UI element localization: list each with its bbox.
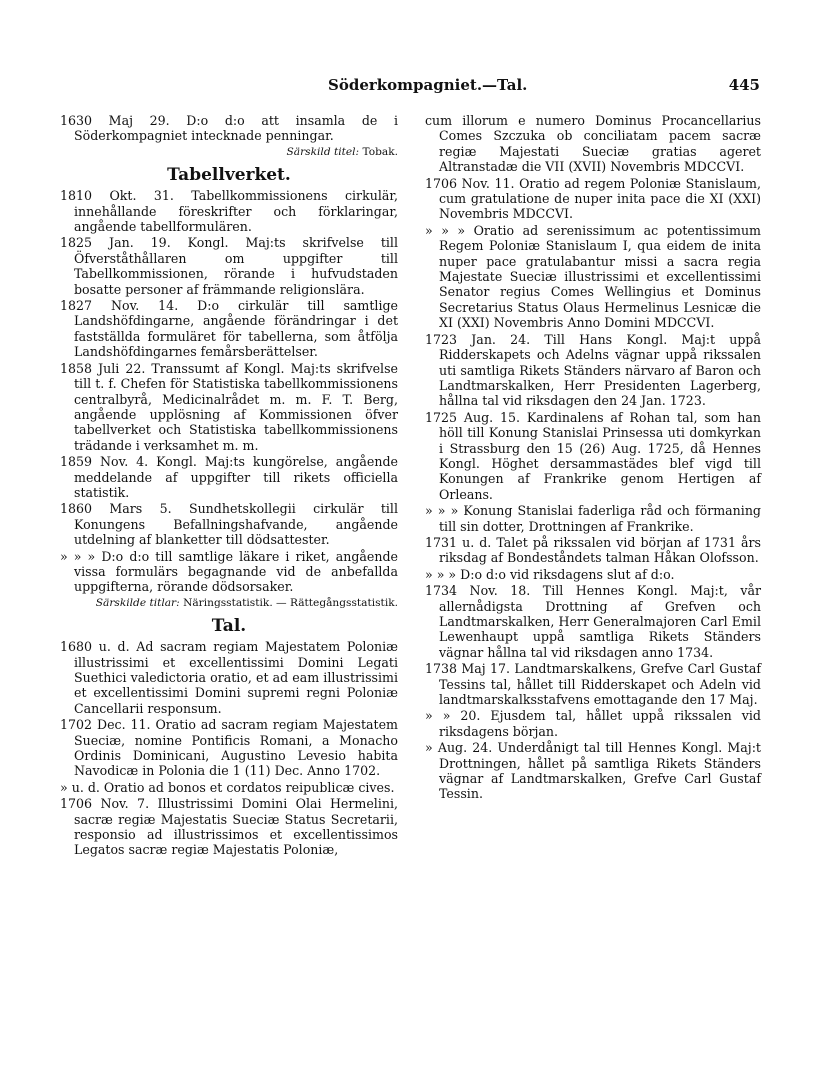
page-number: 445 — [728, 76, 760, 94]
list-item: 1706 Nov. 11. Oratio ad regem Poloniæ Stanislaum, cum gratulatione de nuper inita pace die XI (XXI) Novembris MDCCVI. — [425, 175, 761, 222]
entry-1630: 1630 Maj 29. D:o d:o att insamla de i Söderkompagniet intecknade penningar. — [60, 113, 398, 144]
special-title-note — [60, 145, 398, 160]
right-column — [425, 113, 761, 803]
list-item: 1734 Nov. 18. Till Hennes Kongl. Maj:t, vår allernådigsta Drottning af Grefven och Landtmarskalken, Herr Generalmajoren Carl Emil Lewenhaupt uppå samtliga Rikets Ständers vägnar hållna tal vid riksdagen anno 1734. — [425, 583, 761, 660]
note-text: Näringsstatistik. — Rättegångsstatistik. — [183, 596, 398, 609]
list-item: » Aug. 24. Underdånigt tal till Hennes Kongl. Maj:t Drottningen, hållet på samtliga Rikets Ständers vägnar af Landtmarskalken, Grefve Carl Gustaf Tessin. — [425, 740, 761, 802]
note-text: Tobak. — [362, 145, 398, 158]
special-titles-note — [60, 596, 398, 611]
list-item: 1860 Mars 5. Sundhetskollegii cirkulär till Konungens Befallningshafvande, angående utdelning af blanketter till dödsattester. — [60, 501, 398, 548]
list-item: cum illorum e numero Dominus Procancellarius Comes Szczuka ob conciliatam pacem sacræ regiæ Majestati Sueciæ gratias ageret Altranstadæ die VII (XVII) Novembris MDCCVI. — [425, 113, 761, 175]
list-item: 1827 Nov. 14. D:o cirkulär till samtlige Landshöfdingarne, angående förändringar i det fastställda formuläret för tabellerna, som åtfölja Landshöfdingarnes femårsberättelser. — [60, 298, 398, 360]
list-item: 1810 Okt. 31. Tabellkommissionens cirkulär, innehållande föreskrifter och förklaringar, angående tabellformulären. — [60, 188, 398, 235]
section-heading-tal: Tal. — [211, 616, 247, 637]
note-label: Särskild titel: — [286, 145, 360, 158]
list-item: » » » Oratio ad serenissimum ac potentissimum Regem Poloniæ Stanislaum I, qua eidem de inita nuper pace gratulabantur missi a sacra regia Majestate Sueciæ illustrissimi et excellentissimi Senator regius Comes Wellingius et Dominus Secretarius Status Olaus Hermelinus Lesnicæ die XI (XXI) Novembris Anno Domini MDCCVI. — [425, 222, 761, 331]
page-header — [60, 76, 760, 100]
list-item: » » 20. Ejusdem tal, hållet uppå rikssalen vid riksdagens början. — [425, 708, 761, 739]
list-item: » » » D:o d:o vid riksdagens slut af d:o. — [425, 566, 675, 582]
list-item: 1738 Maj 17. Landtmarskalkens, Grefve Carl Gustaf Tessins tal, hållet till Ridderskapet och Adeln vid landtmarskalksstafvens emottagande den 17 Maj. — [425, 661, 761, 708]
list-item: 1706 Nov. 7. Illustrissimi Domini Olai Hermelini, sacræ regiæ Majestatis Sueciæ Status Secretarii, responsio ad illustrissimos et excellentissimos Legatos sacræ regiæ Majestatis Poloniæ, — [60, 796, 398, 858]
note-label: Särskilde titlar: — [95, 596, 180, 609]
running-title: Söderkompagniet.—Tal. — [328, 76, 528, 94]
list-item: 1825 Jan. 19. Kongl. Maj:ts skrifvelse till Öfverståthållaren om uppgifter till Tabellkommissionen, rörande i hufvudstaden bosatte personer af främmande religionslära. — [60, 235, 398, 297]
list-item: 1680 u. d. Ad sacram regiam Majestatem Poloniæ illustrissimi et excellentissimi Domini Legati Suethici valedictoria oratio, et ad eam illustrissimi et excellentissimi Domini supremi regni Poloniæ Cancellarii responsum. — [60, 639, 398, 716]
list-item: 1725 Aug. 15. Kardinalens af Rohan tal, som han höll till Konung Stanislai Prinsessa uti domkyrkan i Strassburg den 15 (26) Aug. 1725, då Hennes Kongl. Höghet dersammastädes blef vigd till Konungen af Frankrike genom Hertigen af Orleans. — [425, 409, 761, 502]
list-item: » » » Konung Stanislai faderliga råd och förmaning till sin dotter, Drottningen af Frankrike. — [425, 503, 761, 534]
list-item: 1731 u. d. Talet på rikssalen vid början af 1731 års riksdag af Bondeståndets talman Håkan Olofsson. — [425, 534, 761, 566]
list-item: 1858 Juli 22. Transsumt af Kongl. Maj:ts skrifvelse till t. f. Chefen för Statistiska tabellkommissionens centralbyrå, Medicinalrådet m. m. F. T. Berg, angående upplösning af Kommissionen öfver tabellverket och Statistiska tabellkommissionens trädande i verksamhet m. m. — [60, 360, 398, 453]
list-item: » » » D:o d:o till samtlige läkare i riket, angående vissa formulärs begagnande vid de anbefallda uppgifterna, rörande dödsorsaker. — [60, 548, 398, 595]
list-item: » u. d. Oratio ad bonos et cordatos reipublicæ cives. — [60, 779, 395, 795]
left-column — [60, 113, 398, 859]
list-item: 1723 Jan. 24. Till Hans Kongl. Maj:t uppå Ridderskapets och Adelns vägnar uppå rikssalen uti samtliga Rikets Ständers närvaro af Baron och Landtmarskalken, Herr Presidenten Lagerberg, hållna tal vid riksdagen den 24 Jan. 1723. — [425, 331, 761, 409]
list-item: 1702 Dec. 11. Oratio ad sacram regiam Majestatem Sueciæ, nomine Pontificis Romani, a Monacho Ordinis Dominicani, Augustino Levesio habita Navodicæ in Polonia die 1 (11) Dec. Anno 1702. — [60, 717, 398, 779]
section-heading-tabellverket: Tabellverket. — [167, 165, 291, 186]
list-item: 1859 Nov. 4. Kongl. Maj:ts kungörelse, angående meddelande af uppgifter till rikets officiella statistik. — [60, 454, 398, 500]
